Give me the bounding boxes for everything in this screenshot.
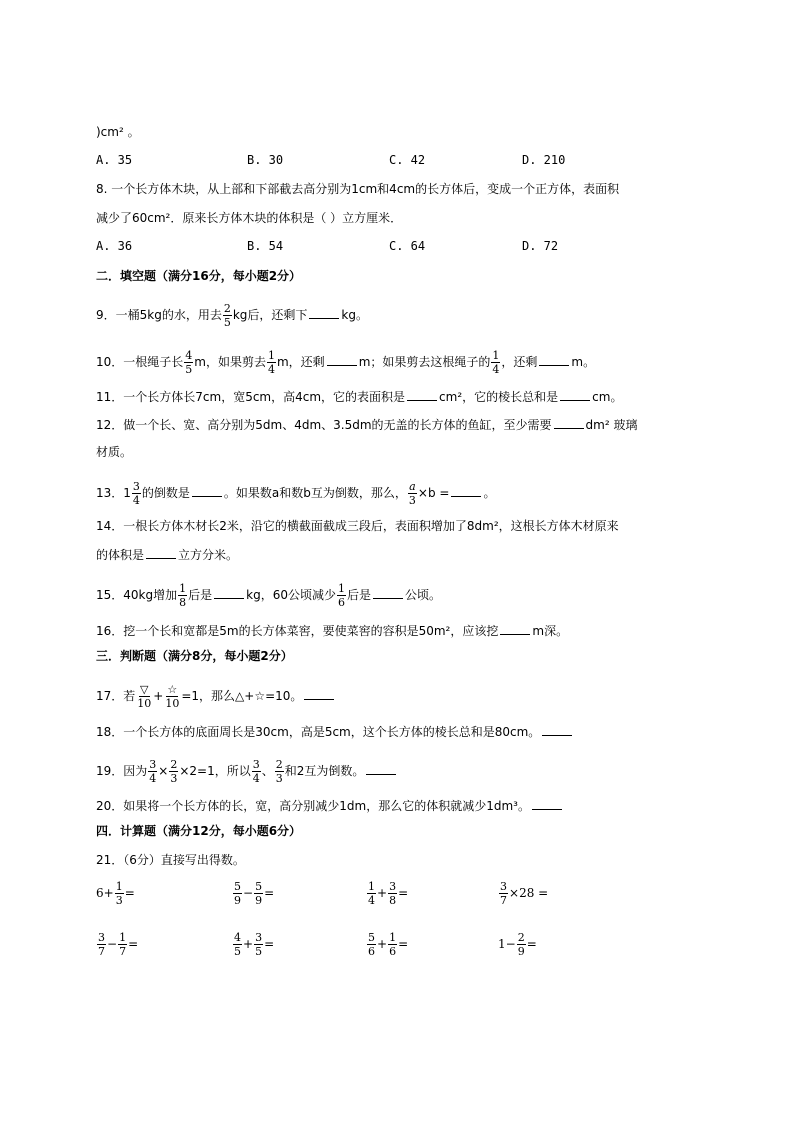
- answer-blank[interactable]: [532, 797, 562, 810]
- q8-line1: 8. 一个长方体木块，从上部和下部截去高分别为1cm和4cm的长方体后，变成一个正方体，表面积: [96, 182, 620, 196]
- q13: 13．1 $\frac{3}{4}$ 的倒数是 。如果数a和数b互为倒数，那么， $\frac{a}{3}$ ×b = 。: [96, 480, 496, 507]
- q8-option-a[interactable]: A. 36: [96, 239, 133, 253]
- answer-blank[interactable]: [304, 687, 334, 700]
- fraction: $\frac{▽}{10}$: [137, 683, 152, 710]
- q20: 20．如果将一个长方体的长，宽，高分别减少1dm，那么它的体积就减少1dm³。: [96, 797, 564, 814]
- q8-option-d[interactable]: D. 72: [522, 239, 559, 253]
- fraction: $\frac{1}{6}$: [337, 582, 345, 609]
- answer-blank[interactable]: [554, 416, 584, 429]
- fraction: $\frac{3}{4}$: [252, 758, 260, 785]
- calc-item-1: 6+ $\frac{1}{3}$ =: [96, 880, 135, 907]
- q18: 18．一个长方体的底面周长是30cm，高是5cm，这个长方体的棱长总和是80cm。: [96, 723, 574, 740]
- calc-item-2: $\frac{5}{9}$ − $\frac{5}{9}$ =: [234, 880, 275, 907]
- fraction: $\frac{1}{6}$: [389, 931, 397, 958]
- fraction: $\frac{4}{5}$: [234, 931, 241, 958]
- fraction: $\frac{2}{5}$: [223, 302, 231, 329]
- fraction: $\frac{1}{8}$: [179, 582, 187, 609]
- q16: 16．挖一个长和宽都是5m的长方体菜窖，要使菜窖的容积是50m²，应该挖 m深。: [96, 624, 569, 638]
- fraction: $\frac{a}{3}$: [408, 480, 416, 507]
- q15: 15．40kg增加 $\frac{1}{8}$ 后是 kg，60公顷减少 $\frac{1}{6}$ 后是 公顷。: [96, 582, 441, 609]
- fraction: $\frac{1}{4}$: [492, 349, 500, 376]
- q21: 21．（6分）直接写出得数。: [96, 853, 245, 867]
- fraction: $\frac{1}{4}$: [267, 349, 275, 376]
- fraction: $\frac{2}{3}$: [170, 758, 178, 785]
- fraction: $\frac{3}{8}$: [389, 880, 397, 907]
- q7-tail: )cm² 。: [96, 125, 140, 139]
- section-heading-calculation: 四．计算题（满分12分，每小题6分）: [96, 824, 302, 838]
- calc-item-5: $\frac{3}{7}$ − $\frac{1}{7}$ =: [98, 931, 139, 958]
- answer-blank[interactable]: [327, 353, 357, 366]
- answer-blank[interactable]: [192, 484, 222, 497]
- q8-option-c[interactable]: C. 64: [389, 239, 426, 253]
- fraction: $\frac{☆}{10}$: [165, 683, 180, 710]
- answer-blank[interactable]: [373, 586, 403, 599]
- answer-blank[interactable]: [539, 353, 569, 366]
- calc-item-3: $\frac{1}{4}$ + $\frac{3}{8}$ =: [368, 880, 409, 907]
- fraction: $\frac{5}{6}$: [368, 931, 375, 958]
- q17: 17．若 $\frac{▽}{10}$ + $\frac{☆}{10}$ =1，那么△+☆=10。: [96, 683, 336, 710]
- q12-line1: 12．做一个长、宽、高分别为5dm、4dm、3.5dm的无盖的长方体的鱼缸，至少需要 dm² 玻璃: [96, 418, 638, 432]
- q8-line2: 减少了60cm²．原来长方体木块的体积是（ ）立方厘米．: [96, 211, 403, 225]
- q10: 10．一根绳子长 $\frac{4}{5}$ m，如果剪去 $\frac{1}{4}$ m，还剩 m；如果剪去这根绳子的 $\frac{1}{4}$ ，还剩 m。: [96, 349, 596, 376]
- section-heading-true-false: 三．判断题（满分8分，每小题2分）: [96, 649, 293, 663]
- calc-item-7: $\frac{5}{6}$ + $\frac{1}{6}$ =: [368, 931, 409, 958]
- fraction: $\frac{3}{7}$: [98, 931, 105, 958]
- q12-line2: 材质。: [96, 445, 133, 459]
- answer-blank[interactable]: [500, 622, 530, 635]
- fraction: $\frac{3}{7}$: [500, 880, 507, 907]
- fraction: $\frac{1}{3}$: [115, 880, 123, 907]
- q7-option-a[interactable]: A. 35: [96, 153, 133, 167]
- fraction: $\frac{1}{7}$: [119, 931, 127, 958]
- answer-blank[interactable]: [407, 388, 437, 401]
- fraction: $\frac{1}{4}$: [368, 880, 375, 907]
- q8-option-b[interactable]: B. 54: [247, 239, 284, 253]
- calc-item-6: $\frac{4}{5}$ + $\frac{3}{5}$ =: [234, 931, 275, 958]
- fraction: $\frac{3}{4}$: [149, 758, 157, 785]
- fraction: $\frac{3}{4}$: [132, 480, 140, 507]
- q7-option-c[interactable]: C. 42: [389, 153, 426, 167]
- q7-option-b[interactable]: B. 30: [247, 153, 284, 167]
- fraction: $\frac{5}{9}$: [234, 880, 241, 907]
- answer-blank[interactable]: [146, 546, 176, 559]
- q19: 19．因为 $\frac{3}{4}$ × $\frac{2}{3}$ ×2=1，所以 $\frac{3}{4}$ 、 $\frac{2}{3}$ 和2互为倒数。: [96, 758, 398, 785]
- answer-blank[interactable]: [542, 723, 572, 736]
- section-heading-fill-in: 二．填空题（满分16分，每小题2分）: [96, 269, 302, 283]
- answer-blank[interactable]: [309, 306, 339, 319]
- calc-item-4: $\frac{3}{7}$ ×28 =: [500, 880, 549, 907]
- fraction: $\frac{4}{5}$: [185, 349, 193, 376]
- fraction: $\frac{2}{3}$: [275, 758, 283, 785]
- q9: 9．一桶5kg的水，用去 $\frac{2}{5}$ kg后，还剩下 kg。: [96, 302, 368, 329]
- q7-option-d[interactable]: D. 210: [522, 153, 566, 167]
- fraction: $\frac{2}{9}$: [517, 931, 525, 958]
- q11: 11．一个长方体长7cm，宽5cm，高4cm，它的表面积是 cm²，它的棱长总和是 cm。: [96, 390, 623, 404]
- fraction: $\frac{5}{9}$: [255, 880, 263, 907]
- answer-blank[interactable]: [366, 762, 396, 775]
- answer-blank[interactable]: [214, 586, 244, 599]
- calc-item-8: 1− $\frac{2}{9}$ =: [498, 931, 537, 958]
- q14-line1: 14．一根长方体木材长2米，沿它的横截面截成三段后，表面积增加了8dm²，这根长方体木材原来: [96, 519, 619, 533]
- q14-line2: 的体积是 立方分米。: [96, 548, 239, 562]
- fraction: $\frac{3}{5}$: [255, 931, 263, 958]
- answer-blank[interactable]: [560, 388, 590, 401]
- answer-blank[interactable]: [451, 484, 481, 497]
